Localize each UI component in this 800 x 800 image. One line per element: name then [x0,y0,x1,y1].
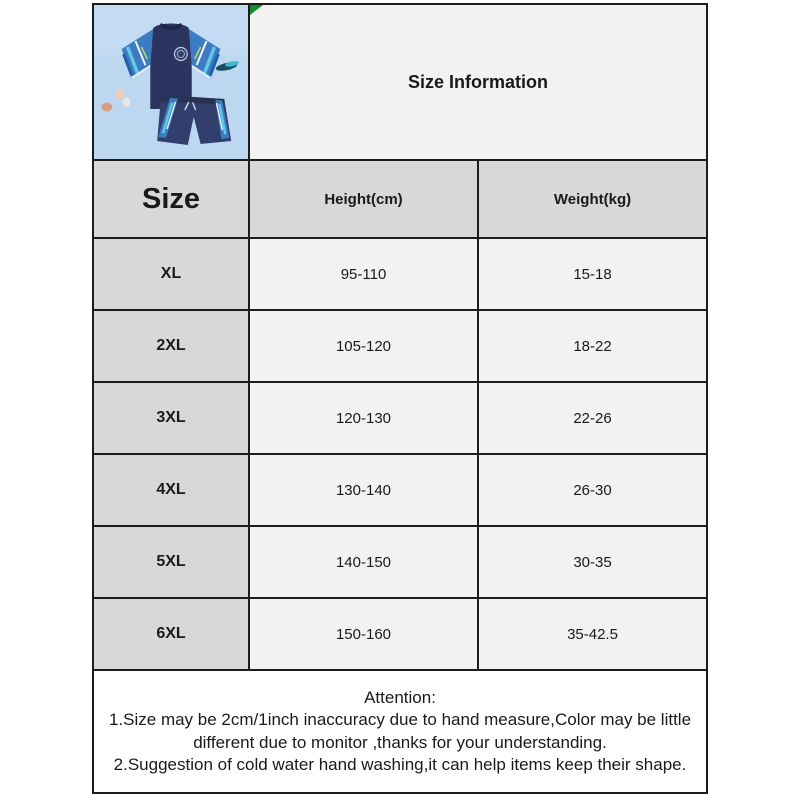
page-title: Size Information [408,71,549,92]
attention-row [93,670,707,793]
table-row [93,310,707,382]
size-label: 4XL [93,454,249,526]
size-label: 2XL [93,310,249,382]
swimsuit-product-illustration [94,5,248,159]
weight-value: 18-22 [478,310,707,382]
size-label: 5XL [93,526,249,598]
size-label: 6XL [93,598,249,670]
column-header-size: Size [93,160,249,238]
attention-box [93,670,707,793]
size-table [92,3,708,794]
product-image [93,4,249,160]
shell-icon [101,103,112,112]
height-value: 95-110 [249,238,478,310]
height-value: 120-130 [249,382,478,454]
size-label: XL [93,238,249,310]
table-row [93,382,707,454]
table-row [93,454,707,526]
table-row [93,598,707,670]
size-label: 3XL [93,382,249,454]
chest-badge-icon [174,48,187,61]
attention-note: 2.Suggestion of cold water hand washing,it can help items keep their shape. [113,755,687,774]
height-value: 105-120 [249,310,478,382]
table-header-row [93,160,707,238]
green-corner-flag-icon [250,5,263,15]
height-value: 150-160 [249,598,478,670]
height-value: 140-150 [249,526,478,598]
column-header-weight: Weight(kg) [478,160,707,238]
size-information-title-cell [249,4,707,160]
attention-heading: Attention: [364,687,436,707]
weight-value: 26-30 [478,454,707,526]
weight-value: 35-42.5 [478,598,707,670]
weight-value: 22-26 [478,382,707,454]
weight-value: 30-35 [478,526,707,598]
top-row [93,4,707,160]
height-value: 130-140 [249,454,478,526]
attention-note: 1.Size may be 2cm/1inch inaccuracy due to hand measure,Color may be little different due to monitor ,thanks for your understanding. [108,710,692,752]
table-row [93,526,707,598]
weight-value: 15-18 [478,238,707,310]
table-row [93,238,707,310]
column-header-height: Height(cm) [249,160,478,238]
